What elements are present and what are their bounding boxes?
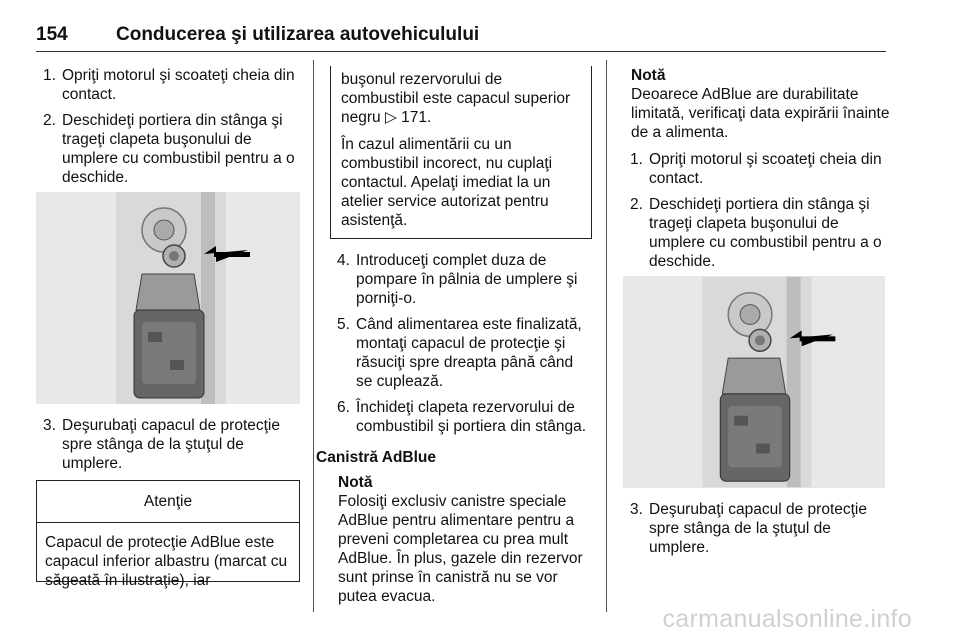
- note-title: Notă: [338, 474, 373, 491]
- note-text: Deoarece AdBlue are durabilitate limitată, verificaţi data expirării înainte de a alimenta.: [631, 86, 890, 141]
- step-1: 1. Opriţi motorul şi scoateţi cheia din contact.: [630, 151, 882, 187]
- note-text: Folosiţi exclusiv canistre speciale AdBlue pentru alimentare pentru a preveni completarea cu prea mult AdBlue. În plus, gazele din rezervor sunt prinse în canistră nu se vor putea evacua.: [338, 493, 583, 605]
- note: [631, 66, 891, 142]
- step-6: 6. Închideţi clapeta rezervorului de combustibil şi portiera din stânga.: [337, 399, 587, 435]
- warning-title: Atenţie: [37, 481, 299, 523]
- warning-continued-text-2: În cazul alimentării cu un combustibil incorect, nu cuplaţi contactul. Apelaţi imediat la un atelier service autorizat pentru asistenţă.: [341, 136, 553, 229]
- step-4: 4. Introduceţi complet duza de pompare în pâlnia de umplere şi porniţi-o.: [337, 252, 578, 307]
- step-1: 1. Opriţi motorul şi scoateţi cheia din contact.: [43, 67, 295, 103]
- column-2: [316, 66, 592, 606]
- step-3: 3. Deşurubaţi capacul de protecţie spre stânga de la ştuţul de umplere.: [43, 417, 280, 472]
- warning-box-continued: [330, 66, 592, 239]
- step-2: 2. Deschideţi portiera din stânga şi trageţi clapeta buşonului de umplere cu combustibil pentru a o deschide.: [630, 196, 882, 270]
- page-header: [36, 22, 886, 52]
- fuel-flap-illustration: [36, 192, 300, 404]
- column-3: [623, 66, 891, 564]
- fuel-flap-drawing: [36, 192, 300, 404]
- note-title: Notă: [631, 67, 666, 84]
- warning-text: Capacul de protecţie AdBlue este capacul inferior albastru (marcat cu săgeată în ilustraţie), iar: [45, 534, 288, 589]
- column-divider-1: [313, 60, 314, 612]
- fuel-flap-illustration: [623, 276, 885, 488]
- note: [338, 473, 592, 606]
- step-2: 2. Deschideţi portiera din stânga şi trageţi clapeta buşonului de umplere cu combustibil pentru a o deschide.: [43, 112, 295, 186]
- step-3: 3. Deşurubaţi capacul de protecţie spre stânga de la ştuţul de umplere.: [630, 501, 867, 556]
- warning-continued-text-1: buşonul rezervorului de combustibil este capacul superior negru ▷ 171.: [341, 71, 571, 126]
- column-1: [36, 66, 300, 589]
- warning-box: [36, 480, 300, 589]
- section-title: Canistră AdBlue: [316, 449, 437, 466]
- column-divider-2: [606, 60, 607, 612]
- page-number: 154: [36, 24, 68, 45]
- step-5: 5. Când alimentarea este finalizată, montaţi capacul de protecţie şi răsuciţi spre dreapta până când se cuplează.: [337, 316, 582, 390]
- fuel-flap-drawing: [623, 276, 885, 488]
- watermark: carmanualsonline.info: [662, 605, 912, 633]
- page-title: Conducerea şi utilizarea autovehiculului: [116, 24, 480, 45]
